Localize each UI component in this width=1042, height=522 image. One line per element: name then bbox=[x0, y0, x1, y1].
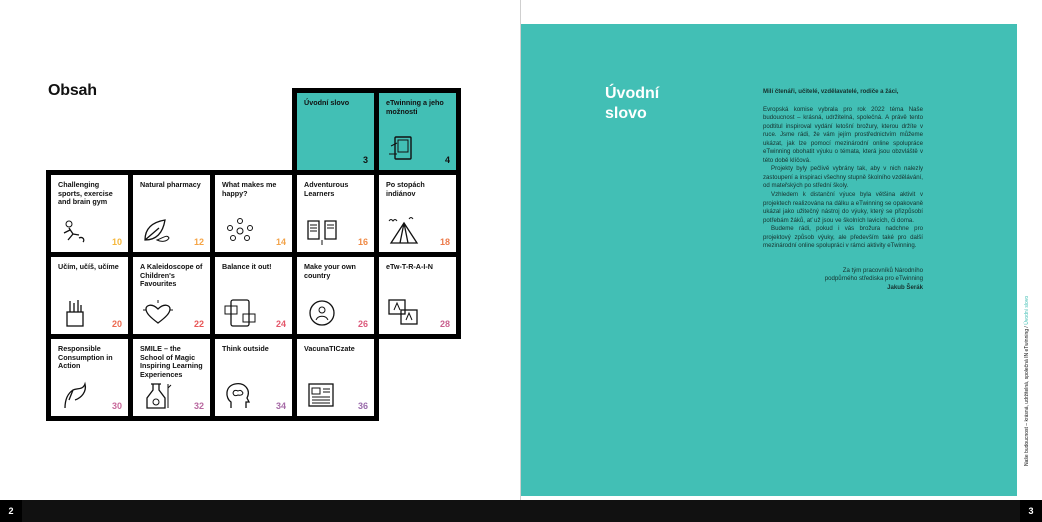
toc-tile bbox=[297, 339, 374, 416]
left-page bbox=[0, 0, 520, 522]
toc-tile-page-number: 30 bbox=[111, 401, 122, 411]
globe-user-icon bbox=[305, 298, 339, 328]
toc-tile bbox=[133, 339, 210, 416]
toc-tile-label: Úvodní slovo bbox=[304, 98, 350, 107]
toc-tile-page-number: 24 bbox=[275, 319, 286, 329]
toc-tile bbox=[215, 175, 292, 252]
tent-icon bbox=[387, 216, 421, 246]
newspaper-icon bbox=[305, 380, 339, 410]
toc-tile bbox=[379, 93, 456, 170]
toc-tile-label: What makes me happy? bbox=[222, 180, 277, 198]
translate-icon bbox=[387, 298, 421, 328]
grid-line bbox=[210, 170, 215, 421]
toc-tile-label: A Kaleidoscope of Children's Favourites bbox=[140, 262, 203, 289]
book-icon bbox=[305, 216, 339, 246]
toc-tile-label: eTwinning a jeho možnosti bbox=[386, 98, 444, 116]
grid-line bbox=[456, 170, 461, 339]
grid-line bbox=[46, 334, 461, 339]
potion-icon bbox=[141, 380, 175, 410]
heart-icon bbox=[141, 298, 175, 328]
toc-tile-label: SMILE – the School of Magic Inspiring Learning Experiences bbox=[140, 344, 203, 379]
toc-tile bbox=[297, 93, 374, 170]
grid-line bbox=[374, 334, 379, 421]
page-number-left: 2 bbox=[0, 500, 22, 522]
toc-tile-page-number: 16 bbox=[357, 237, 368, 247]
toc-tile-label: Responsible Consumption in Action bbox=[58, 344, 113, 371]
grid-line bbox=[292, 170, 297, 421]
people-circle-icon bbox=[223, 216, 257, 246]
toc-tile-page-number: 14 bbox=[275, 237, 286, 247]
intro-paragraph: Budeme rádi, pokud i vás brožura nadchne pro projektový způsob výuky, ale především také pro další mezinárodní online spolupráci v rámci aktivity eTwinning. bbox=[763, 225, 923, 250]
toc-tile-page-number: 32 bbox=[193, 401, 204, 411]
toc-tile-page-number: 28 bbox=[439, 319, 450, 329]
page-number-right: 3 bbox=[1020, 500, 1042, 522]
chat-icon bbox=[223, 298, 257, 328]
intro-greeting: Milí čtenáři, učitelé, vzdělavatelé, rodiče a žáci, bbox=[763, 88, 899, 95]
toc-tile-label: Balance it out! bbox=[222, 262, 272, 271]
toc-tile-page-number: 10 bbox=[111, 237, 122, 247]
grid-line bbox=[374, 88, 379, 175]
toc-tile-page-number: 4 bbox=[444, 155, 450, 165]
toc-tile-label: VacunaTICzate bbox=[304, 344, 355, 353]
toc-tile-page-number: 12 bbox=[193, 237, 204, 247]
toc-tile-label: Adventurous Learners bbox=[304, 180, 349, 198]
toc-tile bbox=[51, 175, 128, 252]
toc-tile-label: Po stopách indiánov bbox=[386, 180, 425, 198]
toc-tile-page-number: 26 bbox=[357, 319, 368, 329]
leaf-icon bbox=[141, 216, 175, 246]
grid-line bbox=[456, 88, 461, 175]
intro-paragraph: Evropská komise vybrala pro rok 2022 téma Naše budoucnost – krásná, udržitelná, společná. A právě tento podtitul inspiroval vydání letošní brožury, kterou držíte v ruce. Jsme rádi, že vám jejím prostřednictvím můžeme ukázat, jak lze pomocí mezinárodní online spolupráce eTwinning obohatit výuku o témata, která jsou obzvláště v této době klíčová. bbox=[763, 105, 923, 164]
toc-tile-page-number: 18 bbox=[439, 237, 450, 247]
toc-tile bbox=[215, 257, 292, 334]
grid-line bbox=[46, 416, 379, 421]
toc-title: Obsah bbox=[48, 82, 97, 99]
bottom-bar bbox=[0, 500, 1042, 522]
grid-line bbox=[292, 88, 461, 93]
toc-tile bbox=[133, 175, 210, 252]
intro-paragraph: Vzhledem k distanční výuce byla většina aktivit v projektech realizována na dálku a eTwinning se opakovaně ukázal jako užitečný nástroj do výuky, který se přizpůsobí potřebám žáků, ať už jsou ve školních lavicích, či doma. bbox=[763, 191, 923, 224]
toc-tile-label: Think outside bbox=[222, 344, 269, 353]
grid-line bbox=[292, 88, 297, 175]
side-running-text: Naše budoucnost – krásná, udržitelná, společná IN eTwinning / Úvodní slovo bbox=[1024, 295, 1030, 466]
grid-line bbox=[46, 170, 461, 175]
runner-icon bbox=[59, 216, 93, 246]
pencil-cup-icon bbox=[59, 298, 93, 328]
toc-tile-page-number: 20 bbox=[111, 319, 122, 329]
toc-tile bbox=[51, 339, 128, 416]
toc-tile-page-number: 36 bbox=[357, 401, 368, 411]
intro-title: Úvodní slovo bbox=[605, 85, 660, 122]
toc-tile-page-number: 22 bbox=[193, 319, 204, 329]
grid-line bbox=[46, 252, 461, 257]
toc-tile-label: Challenging sports, exercise and brain gym bbox=[58, 180, 113, 207]
toc-tile bbox=[215, 339, 292, 416]
toc-tile bbox=[51, 257, 128, 334]
toc-tile bbox=[133, 257, 210, 334]
toc-tile-label: Učím, učíš, učíme bbox=[58, 262, 119, 271]
toc-tile bbox=[297, 257, 374, 334]
hand-leaf-icon bbox=[59, 380, 93, 410]
toc-tile-page-number: 34 bbox=[275, 401, 286, 411]
intro-paragraph: Projekty byly pečlivě vybrány tak, aby v nich nalezly zastoupení a inspiraci všechny stupně školního vzdělávání, od mateřských po střední školy. bbox=[763, 165, 923, 190]
head-cloud-icon bbox=[223, 380, 257, 410]
toc-tile-label: Natural pharmacy bbox=[140, 180, 201, 189]
grid-line bbox=[46, 170, 51, 421]
toc-tile bbox=[379, 175, 456, 252]
toc-tile bbox=[379, 257, 456, 334]
toc-tile bbox=[297, 175, 374, 252]
toc-tile-label: Make your own country bbox=[304, 262, 356, 280]
grid-line bbox=[128, 170, 133, 421]
intro-signature: Za tým pracovníků Národního podpůrného střediska pro eTwinning Jakub Šerák bbox=[824, 266, 923, 291]
toc-tile-page-number: 3 bbox=[362, 155, 368, 165]
tablet-icon bbox=[387, 134, 421, 164]
toc-tile-label: eTw-T-R-A-I-N bbox=[386, 262, 433, 271]
intro-body bbox=[763, 88, 923, 292]
